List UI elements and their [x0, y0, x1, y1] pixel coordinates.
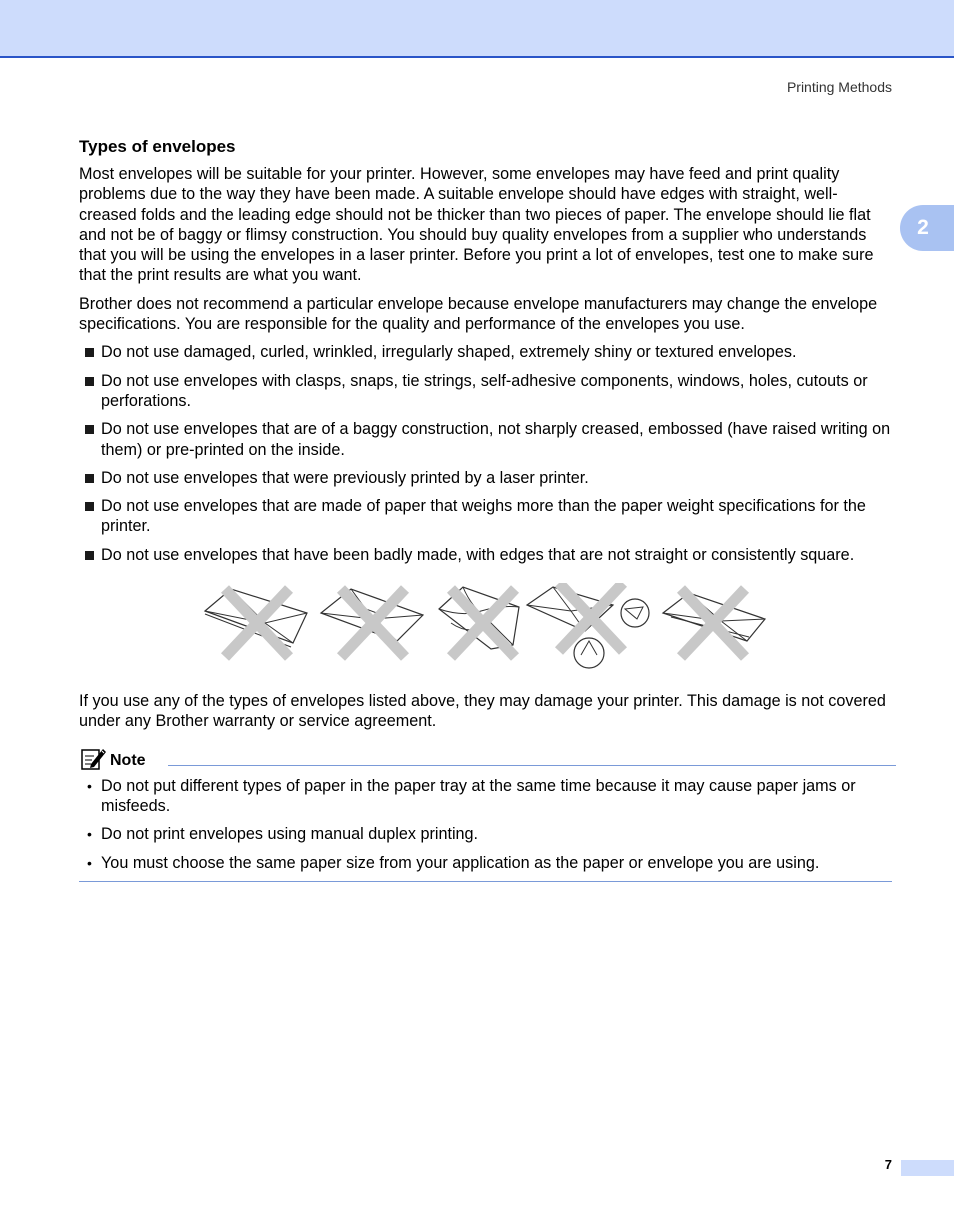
- header-band: [0, 0, 954, 58]
- bullet-dot-icon: •: [87, 777, 92, 794]
- square-bullet-icon: [85, 474, 94, 483]
- curled-envelope-icon: [205, 589, 307, 657]
- note-divider: [168, 765, 896, 766]
- list-item: Do not use envelopes that were previously printed by a laser printer.: [79, 468, 894, 488]
- envelope-warnings-list: [79, 342, 894, 565]
- baggy-envelope-icon: [439, 587, 519, 657]
- square-bullet-icon: [85, 551, 94, 560]
- running-header: Printing Methods: [786, 79, 892, 95]
- chapter-tab: 2: [900, 205, 954, 251]
- section-title: Types of envelopes: [79, 137, 236, 156]
- bullet-dot-icon: •: [87, 854, 92, 871]
- note-label: Note: [110, 751, 146, 769]
- note-pencil-icon: [81, 746, 107, 770]
- bullet-dot-icon: •: [87, 826, 92, 843]
- list-item: Do not use envelopes with clasps, snaps, tie strings, self-adhesive components, windows, holes, cutouts or perforations.: [79, 371, 894, 412]
- irregular-envelope-icon: [527, 583, 649, 668]
- intro-paragraph: Most envelopes will be suitable for your printer. However, some envelopes may have feed and print quality problems due to the way they have been made. A suitable envelope should have edges with straight, well-creased folds and the leading edge should not be thicker than two pieces of paper. The envelope should lie flat and not be of baggy or flimsy construction. You should buy quality envelopes from a supplier who understands that you will be using the envelopes in a laser printer. Before you print a lot of envelopes, test one to make sure that the print results are what you want.: [79, 165, 874, 285]
- uneven-envelope-icon: [663, 589, 765, 657]
- list-item: • Do not print envelopes using manual duplex printing.: [87, 825, 479, 844]
- page-number: 7: [884, 1157, 892, 1172]
- square-bullet-icon: [85, 377, 94, 386]
- square-bullet-icon: [85, 348, 94, 357]
- page-content: [79, 136, 894, 882]
- footer-tab: [901, 1160, 954, 1176]
- note-list: [79, 776, 894, 873]
- list-item: Do not use damaged, curled, wrinkled, irregularly shaped, extremely shiny or textured envelopes.: [79, 342, 894, 362]
- list-item: • Do not put different types of paper in the paper tray at the same time because it may cause paper jams or misfeeds.: [87, 776, 856, 815]
- clasp-envelope-icon: [321, 589, 423, 657]
- list-item: Do not use envelopes that have been badly made, with edges that are not straight or consistently square.: [79, 545, 894, 565]
- list-item: • You must choose the same paper size from your application as the paper or envelope you are using.: [87, 853, 820, 872]
- list-item: Do not use envelopes that are of a baggy construction, not sharply creased, embossed (have raised writing on them) or pre-printed on the inside.: [79, 419, 894, 460]
- unsuitable-envelopes-figure: [201, 583, 771, 675]
- square-bullet-icon: [85, 425, 94, 434]
- note-header: [79, 746, 894, 772]
- list-item: Do not use envelopes that are made of paper that weighs more than the paper weight specifications for the printer.: [79, 496, 894, 537]
- note-end-divider: [79, 881, 892, 882]
- square-bullet-icon: [85, 502, 94, 511]
- recommendation-paragraph: Brother does not recommend a particular envelope because envelope manufacturers may change the envelope specifications. You are responsible for the quality and performance of the envelopes you use.: [79, 294, 878, 334]
- damage-warning-paragraph: If you use any of the types of envelopes listed above, they may damage your printer. This damage is not covered under any Brother warranty or service agreement.: [79, 692, 886, 731]
